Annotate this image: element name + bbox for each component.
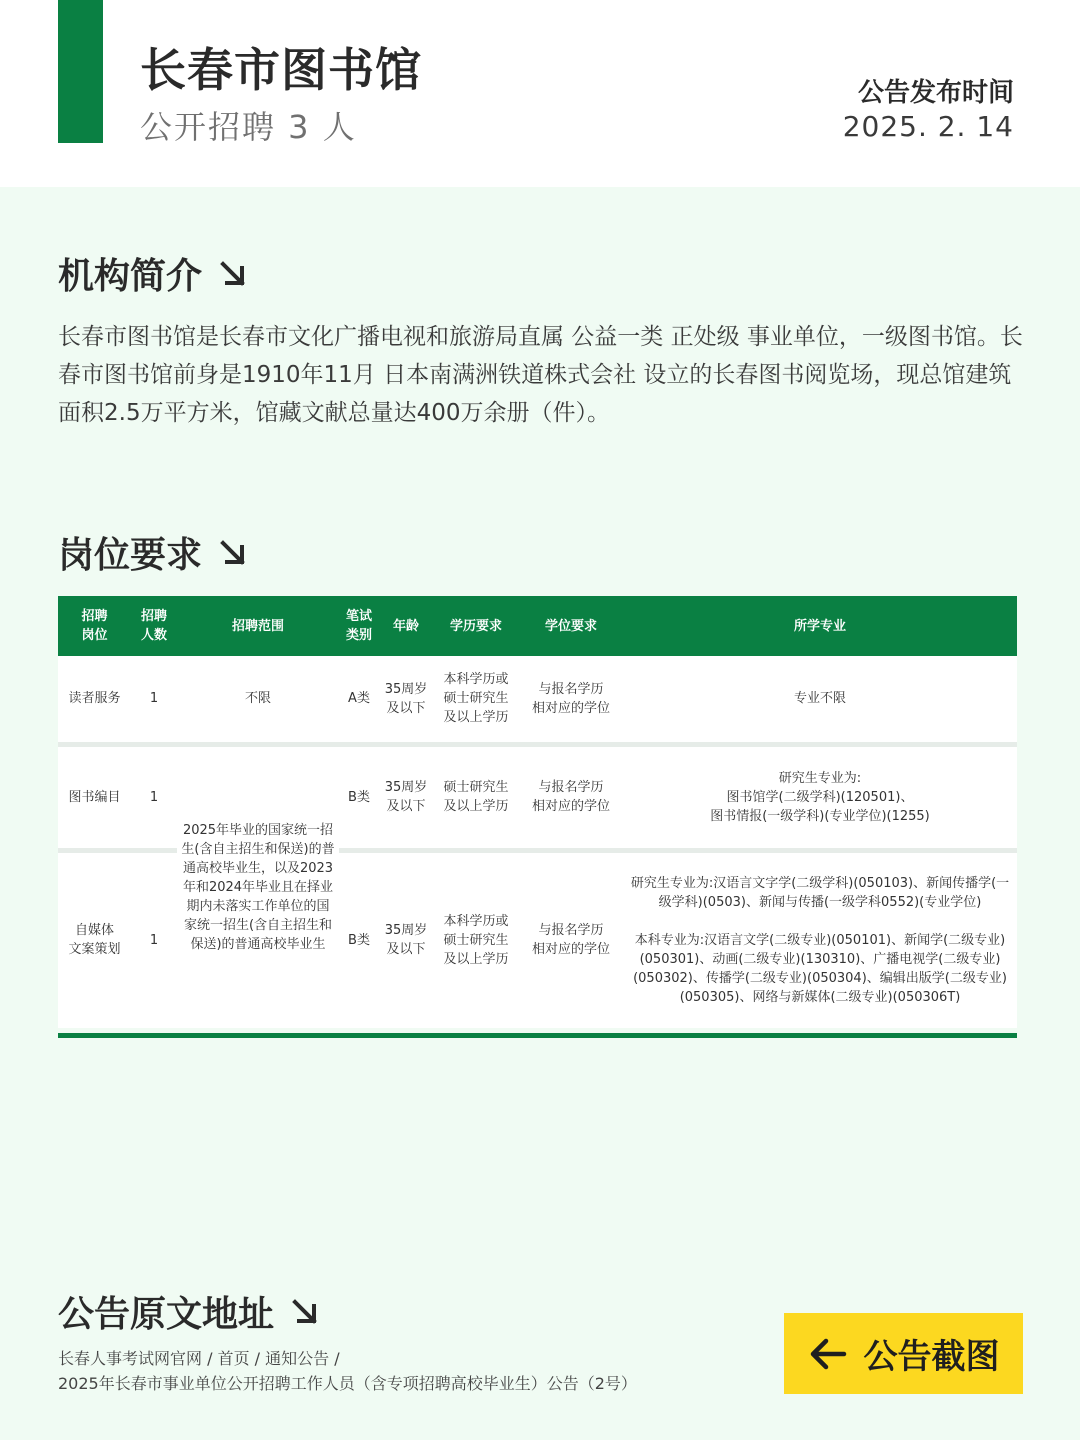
table-header-row [58,596,1017,656]
source-notice-title[interactable]: 2025年长春市事业单位公开招聘工作人员（含专项招聘高校毕业生）公告（2号） [58,1374,637,1393]
cell-post: 读者服务 [58,656,131,744]
table-row [58,656,1017,744]
source-breadcrumb[interactable]: 长春人事考试网官网 / 首页 / 通知公告 / [58,1349,340,1368]
accent-bar [58,0,103,143]
jobs-heading [58,527,248,578]
notice-screenshot-label: 公告截图 [863,1337,1000,1377]
cell-degree: 与报名学历 相对应的学位 [519,850,623,1028]
col-header-education: 学历要求 [433,596,519,656]
col-header-age: 年龄 [379,596,433,656]
page-subtitle: 公开招聘 3 人 [140,108,357,146]
jobs-heading-text: 岗位要求 [58,535,203,576]
cell-age: 35周岁 及以下 [379,744,433,850]
col-header-scope: 招聘范围 [177,596,339,656]
cell-education: 本科学历或 硕士研究生 及以上学历 [433,656,519,744]
cell-education: 本科学历或 硕士研究生 及以上学历 [433,850,519,1028]
cell-degree: 与报名学历 相对应的学位 [519,656,623,744]
cell-count: 1 [131,656,177,744]
cell-exam: B类 [339,850,379,1028]
cell-exam: B类 [339,744,379,850]
col-header-degree: 学位要求 [519,596,623,656]
table-bottom-rule [58,1033,1017,1038]
cell-count: 1 [131,850,177,1028]
cell-major: 专业不限 [623,656,1017,744]
notice-screenshot-button[interactable] [784,1313,1023,1394]
cell-education: 硕士研究生 及以上学历 [433,744,519,850]
intro-heading-text: 机构简介 [58,256,203,297]
publish-date-label: 公告发布时间 [857,78,1014,108]
arrow-down-right-icon [218,538,248,568]
cell-age: 35周岁 及以下 [379,850,433,1028]
cell-post: 自媒体 文案策划 [58,850,131,1028]
table-row [58,744,1017,850]
intro-heading [58,248,248,299]
source-path[interactable] [58,1346,637,1396]
col-header-exam: 笔试 类别 [339,596,379,656]
publish-date-value: 2025. 2. 14 [842,110,1014,143]
cell-major: 研究生专业为:汉语言文字学(二级学科)(050103)、新闻传播学(一级学科)(0503)、新闻与传播(一级学科0552)(专业学位) 本科专业为:汉语言文学(二级专业)(050101)、新闻学(二级专业)(050301)、动画(二级专业)(130310)、广播电视学(二级专业)(050302)、传播学(二级专业)(050304)、编辑出版学(二级专业)(050305)、网络与新媒体(二级专业)(050306T) [623,850,1017,1028]
header [0,0,1080,187]
col-header-count: 招聘 人数 [131,596,177,656]
cell-degree: 与报名学历 相对应的学位 [519,744,623,850]
cell-age: 35周岁 及以下 [379,656,433,744]
source-heading-text: 公告原文地址 [58,1294,275,1335]
cell-scope-shared: 2025年毕业的国家统一招生(含自主招生和保送)的普通高校毕业生，以及2023年和2024年毕业且在择业期内未落实工作单位的国家统一招生(含自主招生和保送)的普通高校毕业生 [177,744,339,1028]
source-heading [58,1286,320,1337]
intro-body: 长春市图书馆是长春市文化广播电视和旅游局直属 公益一类 正处级 事业单位，一级图书馆。长春市图书馆前身是1910年11月 日本南满洲铁道株式会社 设立的长春图书阅览场，现总馆建筑面积2.5万平方米，馆藏文献总量达400万余册（件）。 [58,324,1023,426]
job-requirements-table [58,596,1017,1028]
cell-post: 图书编目 [58,744,131,850]
arrow-down-right-icon [218,259,248,289]
arrow-left-icon [808,1337,848,1371]
arrow-down-right-icon [290,1297,320,1327]
cell-exam: A类 [339,656,379,744]
cell-major: 研究生专业为: 图书馆学(二级学科)(120501)、 图书情报(一级学科)(专业学位)(1255) [623,744,1017,850]
cell-scope: 不限 [177,656,339,744]
col-header-post: 招聘 岗位 [58,596,131,656]
col-header-major: 所学专业 [623,596,1017,656]
page-title: 长春市图书馆 [140,43,422,97]
cell-count: 1 [131,744,177,850]
